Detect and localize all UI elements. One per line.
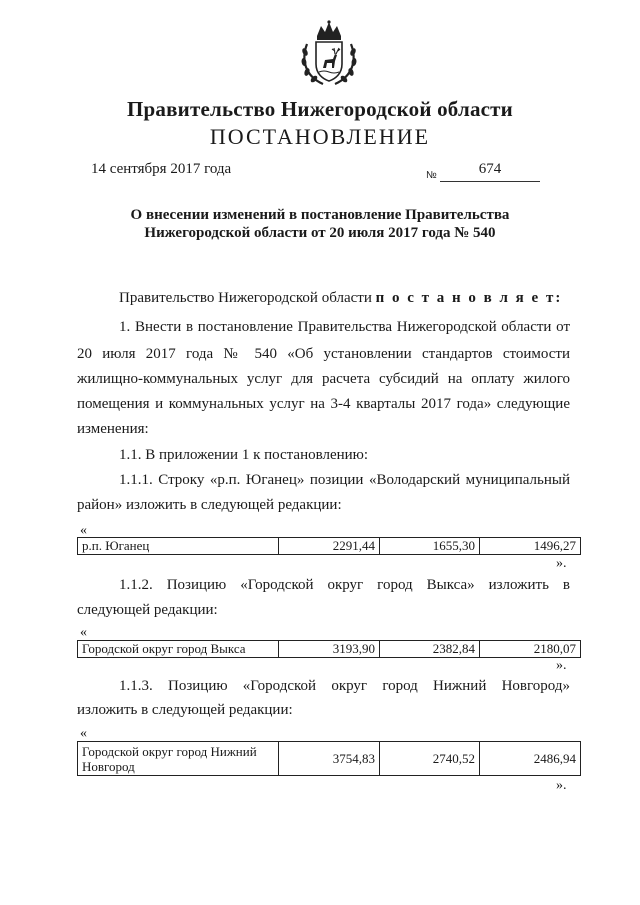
cell-value-2: 2382,84 <box>380 641 480 658</box>
number-label: № <box>426 170 437 181</box>
p11: 1.1. В приложении 1 к постановлению: <box>119 447 369 463</box>
cell-value-2: 1655,30 <box>380 538 480 555</box>
intro-prefix: Правительство Нижегородской области <box>119 290 376 306</box>
table-yuganets <box>77 537 581 555</box>
quote-close-3: ». <box>556 778 567 793</box>
table-vyksa <box>77 640 581 658</box>
number-underline <box>440 181 540 182</box>
cell-value-3: 1496,27 <box>480 538 581 555</box>
cell-value-3: 2486,94 <box>480 742 581 776</box>
document-date: 14 сентября 2017 года <box>91 161 232 177</box>
table-row <box>78 538 581 555</box>
intro-paragraph <box>119 288 562 308</box>
quote-open-2: « <box>80 625 87 640</box>
cell-value-1: 3193,90 <box>279 641 380 658</box>
p113-line-2: изложить в следующей редакции: <box>77 702 293 718</box>
quote-close-1: ». <box>556 556 567 571</box>
p1-line-2: 20 июля 2017 года № 540 «Об установлении стандартов стоимости <box>77 346 570 362</box>
cell-value-1: 3754,83 <box>279 742 380 776</box>
p111-line-2: район» изложить в следующей редакции: <box>77 497 342 513</box>
cell-value-1: 2291,44 <box>279 538 380 555</box>
document-type: ПОСТАНОВЛЕНИЕ <box>209 124 431 149</box>
government-title: Правительство Нижегородской области <box>127 97 513 121</box>
document-subject <box>100 206 540 242</box>
cell-name: Городской округ город Нижний Новгород <box>78 742 279 776</box>
quote-close-2: ». <box>556 658 567 673</box>
quote-open-1: « <box>80 523 87 538</box>
p112-line-2: следующей редакции: <box>77 602 218 618</box>
intro-emphasis: п о с т а н о в л я е т: <box>375 290 563 306</box>
table-row <box>78 641 581 658</box>
table-nizhny-novgorod <box>77 741 581 776</box>
table-row <box>78 742 581 776</box>
p1-line-4: помещения и коммунальных услуг на 3-4 кварталы 2017 года» следующие <box>77 396 570 412</box>
p1-line-3: жилищно-коммунальных услуг для расчета субсидий на оплату жилого <box>77 371 570 387</box>
cell-name: Городской округ город Выкса <box>78 641 279 658</box>
p1-line-1: 1. Внести в постановление Правительства Нижегородской области от <box>119 319 570 335</box>
subject-line-2: Нижегородской области от 20 июля 2017 года № 540 <box>144 225 496 241</box>
p113-line-1: 1.1.3. Позицию «Городской округ город Нижний Новгород» <box>119 678 570 694</box>
cell-value-2: 2740,52 <box>380 742 480 776</box>
subject-line-1: О внесении изменений в постановление Правительства <box>130 207 510 223</box>
p111-line-1: 1.1.1. Строку «р.п. Юганец» позиции «Володарский муниципальный <box>119 472 570 488</box>
coat-of-arms-icon <box>299 20 359 88</box>
document-number: 674 <box>478 161 502 177</box>
cell-value-3: 2180,07 <box>480 641 581 658</box>
p1-line-5: изменения: <box>77 421 149 437</box>
cell-name: р.п. Юганец <box>78 538 279 555</box>
p112-line-1: 1.1.2. Позицию «Городской округ город Выкса» изложить в <box>119 577 570 593</box>
quote-open-3: « <box>80 726 87 741</box>
